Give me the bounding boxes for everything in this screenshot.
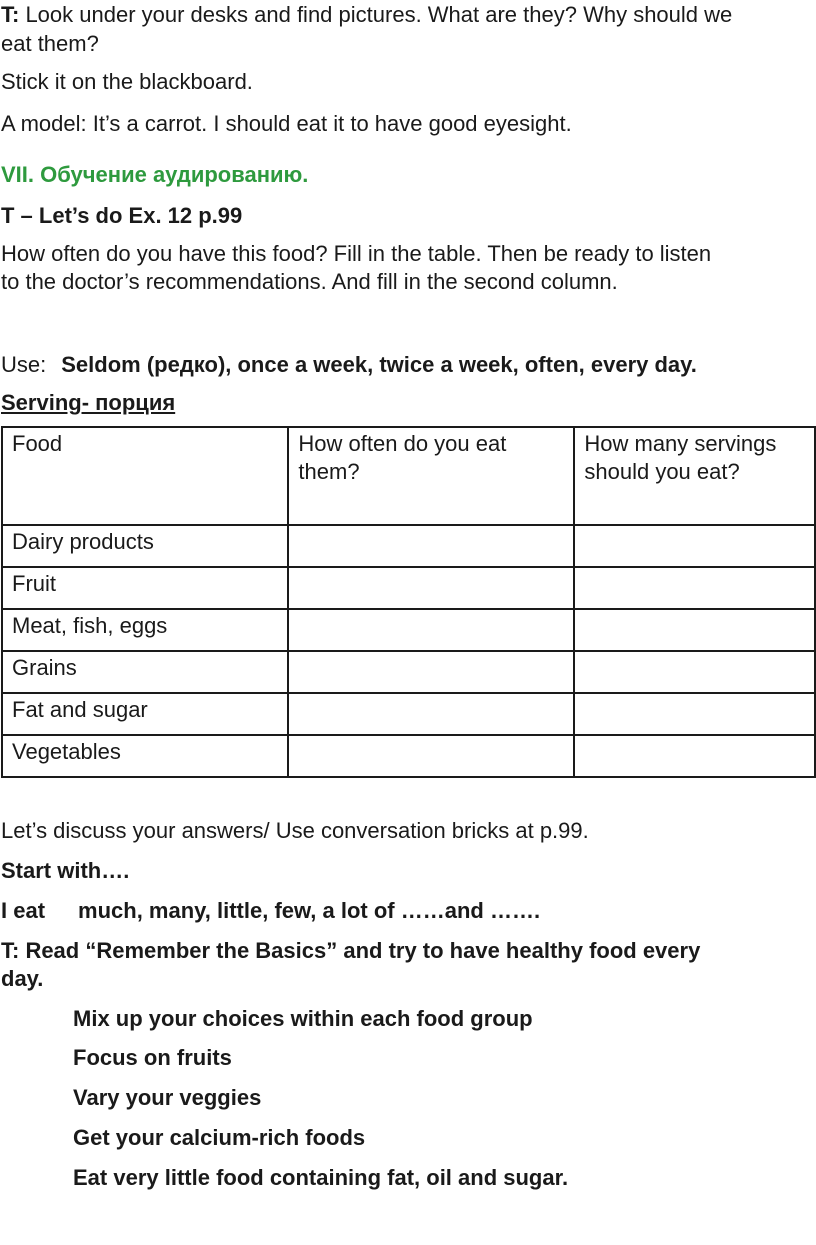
table-row — [2, 693, 815, 735]
food-cell: Grains — [2, 651, 288, 693]
basics-item: Eat very little food containing fat, oil and sugar. — [73, 1165, 569, 1190]
servings-cell[interactable] — [574, 567, 815, 609]
i-eat-label: I eat — [1, 898, 46, 923]
use-line — [1, 351, 697, 379]
exercise-heading: T – Let’s do Ex. 12 p.99 — [1, 203, 243, 228]
food-cell: Fruit — [2, 567, 288, 609]
instruction-line-1: How often do you have this food? Fill in the table. Then be ready to listen — [1, 241, 712, 266]
food-cell: Fat and sugar — [2, 693, 288, 735]
intro-line-2: eat them? — [1, 31, 99, 56]
section-heading: VII. Обучение аудированию. — [1, 162, 309, 187]
table-row — [2, 735, 815, 777]
stick-instruction: Stick it on the blackboard. — [1, 69, 253, 94]
servings-cell[interactable] — [574, 525, 815, 567]
table-row — [2, 609, 815, 651]
how-often-cell[interactable] — [288, 735, 574, 777]
i-eat-rest: much, many, little, few, a lot of ……and ……. — [78, 898, 541, 923]
how-often-cell[interactable] — [288, 651, 574, 693]
read-task-line-1: T: Read “Remember the Basics” and try to have healthy food every — [1, 938, 701, 963]
food-cell: Dairy products — [2, 525, 288, 567]
header-servings: How many servings should you eat? — [574, 427, 815, 525]
table-row — [2, 567, 815, 609]
table-header-row — [2, 427, 815, 525]
table-row — [2, 525, 815, 567]
use-label: Use: — [1, 352, 47, 377]
start-with: Start with…. — [1, 858, 130, 883]
read-task-line-2: day. — [1, 966, 44, 991]
teacher-label: T: — [1, 2, 20, 27]
intro-line-1 — [1, 1, 732, 29]
food-frequency-table — [1, 426, 816, 778]
basics-item: Focus on fruits — [73, 1045, 232, 1070]
how-often-cell[interactable] — [288, 693, 574, 735]
header-food: Food — [2, 427, 288, 525]
i-eat-line — [1, 897, 540, 925]
basics-item: Mix up your choices within each food group — [73, 1006, 533, 1031]
servings-cell[interactable] — [574, 693, 815, 735]
intro-text-1: Look under your desks and find pictures. What are they? Why should we — [19, 2, 733, 27]
servings-cell[interactable] — [574, 735, 815, 777]
header-how-often: How often do you eat them? — [288, 427, 574, 525]
servings-cell[interactable] — [574, 609, 815, 651]
table-row — [2, 651, 815, 693]
servings-cell[interactable] — [574, 651, 815, 693]
use-words: Seldom (редко), once a week, twice a week, often, every day. — [61, 352, 697, 377]
how-often-cell[interactable] — [288, 525, 574, 567]
model-answer: A model: It’s a carrot. I should eat it to have good eyesight. — [1, 111, 572, 136]
basics-item: Get your calcium-rich foods — [73, 1125, 366, 1150]
discuss-instruction: Let’s discuss your answers/ Use conversation bricks at p.99. — [1, 818, 589, 843]
serving-label: Serving- порция — [1, 390, 176, 415]
instruction-line-2: to the doctor’s recommendations. And fill in the second column. — [1, 269, 618, 294]
how-often-cell[interactable] — [288, 567, 574, 609]
how-often-cell[interactable] — [288, 609, 574, 651]
food-cell: Meat, fish, eggs — [2, 609, 288, 651]
basics-item: Vary your veggies — [73, 1085, 262, 1110]
food-cell: Vegetables — [2, 735, 288, 777]
